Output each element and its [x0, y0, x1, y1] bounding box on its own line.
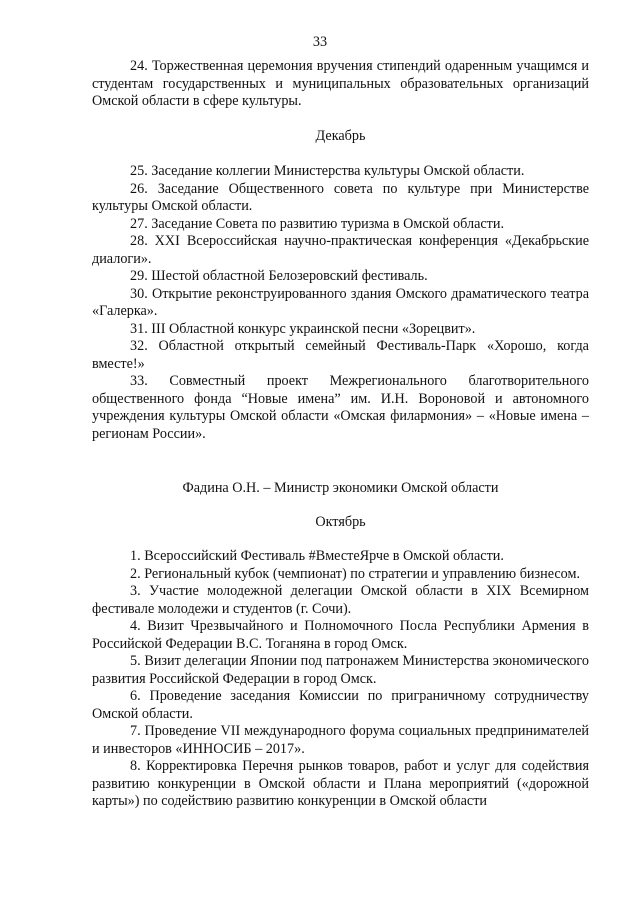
list-item: 25. Заседание коллегии Министерства культуры Омской области.	[130, 163, 525, 179]
december-heading-block	[92, 128, 589, 146]
list-item: 30. Открытие реконструированного здания Омского драматического театра «Галерка».	[92, 285, 589, 319]
october-heading: Октябрь	[315, 514, 366, 530]
list-item: 7. Проведение VII международного форума социальных предпринимателей и инвесторов «ИННОСИБ – 2017».	[92, 723, 589, 757]
october-list	[92, 548, 589, 811]
october-heading-block	[92, 514, 589, 532]
list-item: 33. Совместный проект Межрегионального благотворительного общественного фонда “Новые имена” им. И.Н. Вороновой и автономного учреждения культуры Омской области «Омская филармония» – «Новые имена – регионам России».	[92, 373, 589, 442]
list-item: 31. III Областной конкурс украинской песни «Зорецвит».	[130, 320, 476, 337]
list-item: 3. Участие молодежной делегации Омской области в XIX Всемирном фестивале молодежи и студентов (г. Сочи).	[92, 583, 589, 617]
list-item: 6. Проведение заседания Комиссии по приграничному сотрудничеству Омской области.	[92, 688, 589, 722]
minister-heading: Фадина О.Н. – Министр экономики Омской области	[182, 480, 499, 496]
list-item: 5. Визит делегации Японии под патронажем Министерства экономического развития Российской Федерации в город Омск.	[92, 653, 589, 687]
december-heading: Декабрь	[315, 128, 366, 144]
list-item: 8. Корректировка Перечня рынков товаров, работ и услуг для содействия развитию конкуренции в Омской области и Плана мероприятий («дорожной карты») по содействию развитию конкуренции в Омской области	[92, 758, 589, 809]
list-item: 2. Региональный кубок (чемпионат) по стратегии и управлению бизнесом.	[130, 565, 580, 582]
list-item: 27. Заседание Совета по развитию туризма в Омской области.	[130, 215, 505, 232]
list-item: 32. Областной открытый семейный Фестиваль-Парк «Хорошо, когда вместе!»	[92, 338, 589, 372]
list-item: 1. Всероссийский Фестиваль #ВместеЯрче в Омской области.	[130, 548, 504, 564]
list-item: 28. XXI Всероссийская научно-практическая конференция «Декабрьские диалоги».	[92, 233, 589, 267]
page-number: 33	[312, 34, 328, 50]
list-item: 29. Шестой областной Белозеровский фестиваль.	[130, 268, 428, 284]
minister-heading-block	[92, 480, 589, 498]
list-item-24: 24. Торжественная церемония вручения стипендий одаренным учащимся и студентам государственных и муниципальных образовательных организаций Омской области в сфере культуры.	[92, 58, 589, 109]
top-section	[92, 58, 589, 111]
list-item: 26. Заседание Общественного совета по культуре при Министерстве культуры Омской области.	[92, 180, 589, 214]
december-list	[92, 163, 589, 443]
list-item: 4. Визит Чрезвычайного и Полномочного Посла Республики Армения в Российской Федерации В.С. Тоганяна в город Омск.	[92, 618, 589, 652]
